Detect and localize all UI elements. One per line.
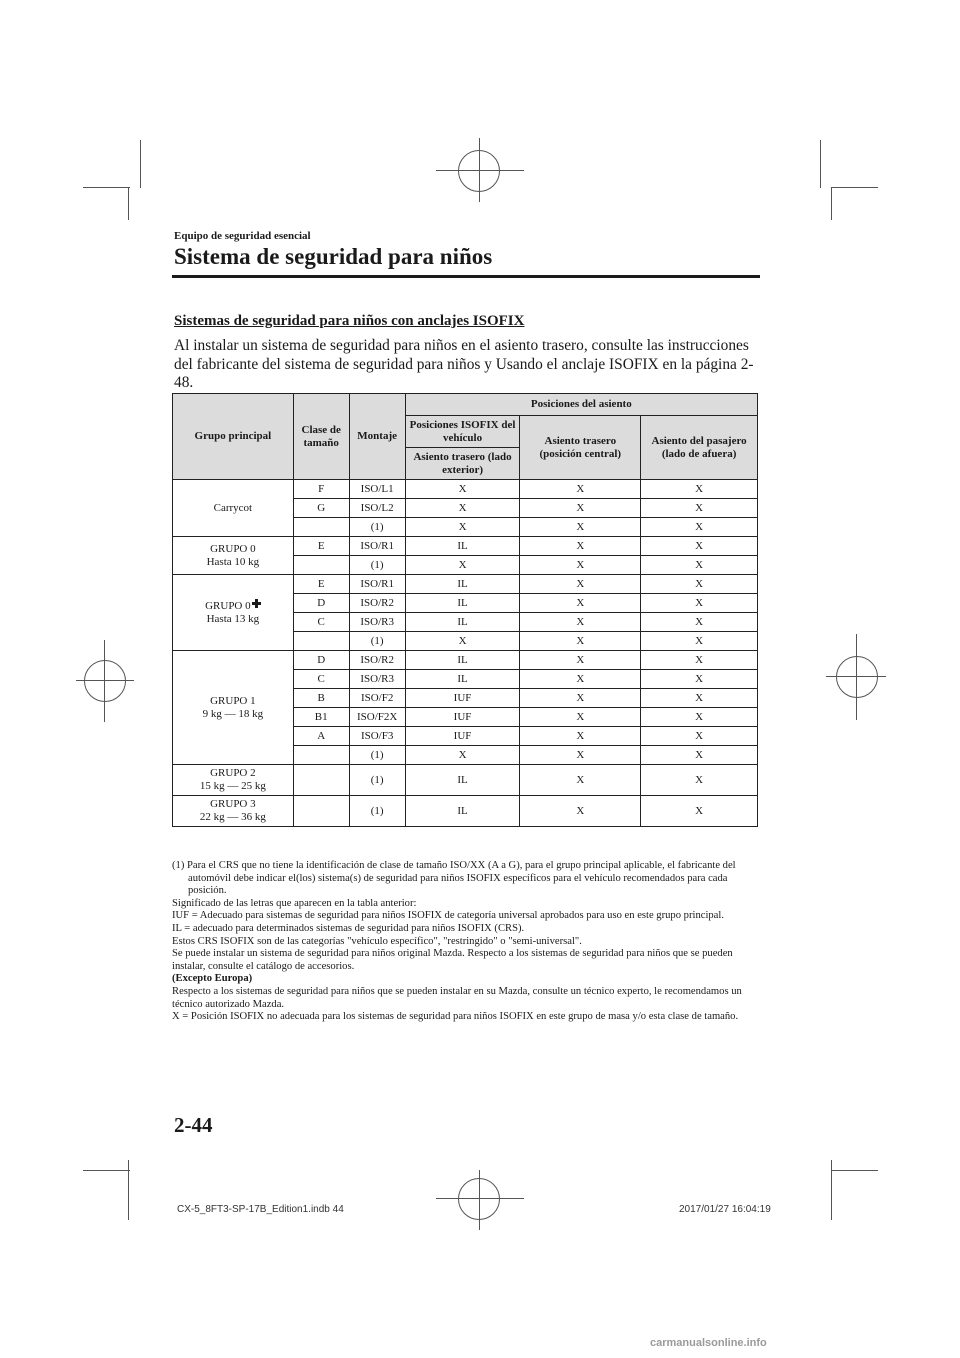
- rear-outer-cell: IL: [405, 575, 520, 594]
- rear-center-cell: X: [520, 575, 641, 594]
- rear-center-cell: X: [520, 689, 641, 708]
- crop-mark: [831, 187, 878, 188]
- table-row: [173, 796, 758, 827]
- chapter-title: Sistema de seguridad para niños: [174, 244, 493, 269]
- rear-outer-cell: X: [405, 632, 520, 651]
- passenger-cell: X: [641, 796, 758, 827]
- passenger-cell: X: [641, 746, 758, 765]
- group-cell: [173, 651, 294, 765]
- rear-outer-cell: X: [405, 518, 520, 537]
- rear-center-cell: X: [520, 727, 641, 746]
- rear-center-cell: X: [520, 746, 641, 765]
- footer-date: 2017/01/27 16:04:19: [679, 1204, 771, 1215]
- size-cell: B1: [293, 708, 349, 727]
- mount-cell: ISO/R1: [349, 537, 405, 556]
- group-name: Carrycot: [213, 501, 253, 514]
- passenger-cell: X: [641, 670, 758, 689]
- table-row: [173, 480, 758, 499]
- mount-cell: ISO/F2: [349, 689, 405, 708]
- passenger-cell: X: [641, 651, 758, 670]
- rear-center-cell: X: [520, 556, 641, 575]
- footer-file-name: CX-5_8FT3-SP-17B_Edition1.indb 44: [177, 1204, 344, 1215]
- size-cell: E: [293, 575, 349, 594]
- mount-cell: ISO/L1: [349, 480, 405, 499]
- crop-mark: [831, 1170, 878, 1171]
- crop-mark: [140, 140, 141, 188]
- group-cell: [173, 575, 294, 651]
- rear-outer-cell: X: [405, 556, 520, 575]
- mount-cell: ISO/R2: [349, 594, 405, 613]
- size-cell: [293, 632, 349, 651]
- plus-icon: [252, 599, 261, 608]
- rear-outer-cell: IL: [405, 594, 520, 613]
- mount-cell: (1): [349, 556, 405, 575]
- size-cell: [293, 518, 349, 537]
- passenger-cell: X: [641, 575, 758, 594]
- table-notes: [172, 860, 764, 1024]
- watermark: carmanualsonline.info: [650, 1337, 767, 1349]
- crop-mark: [831, 188, 832, 220]
- mount-cell: (1): [349, 518, 405, 537]
- rear-outer-cell: IL: [405, 537, 520, 556]
- rear-outer-cell: IL: [405, 670, 520, 689]
- rear-outer-cell: IUF: [405, 689, 520, 708]
- size-cell: E: [293, 537, 349, 556]
- rear-center-cell: X: [520, 765, 641, 796]
- legend-il-categories: Estos CRS ISOFIX son de las categorías "vehículo específico", "restringido" o "semi-universal".: [172, 935, 582, 947]
- title-rule: [172, 275, 760, 278]
- table-row: [173, 575, 758, 594]
- header-size-class: Clase de tamaño: [293, 394, 349, 480]
- rear-outer-cell: X: [405, 746, 520, 765]
- header-seat-positions: Posiciones del asiento: [405, 394, 757, 416]
- group-weight: 9 kg — 18 kg: [202, 707, 264, 720]
- size-cell: [293, 796, 349, 827]
- mount-cell: ISO/L2: [349, 499, 405, 518]
- mount-cell: ISO/R1: [349, 575, 405, 594]
- passenger-cell: X: [641, 613, 758, 632]
- size-cell: C: [293, 670, 349, 689]
- crop-mark: [820, 140, 821, 188]
- rear-center-cell: X: [520, 796, 641, 827]
- group-cell: [173, 537, 294, 575]
- rear-center-cell: X: [520, 480, 641, 499]
- mount-cell: ISO/R2: [349, 651, 405, 670]
- size-cell: [293, 765, 349, 796]
- rear-outer-cell: IL: [405, 613, 520, 632]
- mount-cell: ISO/R3: [349, 670, 405, 689]
- section-subheading: Sistemas de seguridad para niños con anclajes ISOFIX: [174, 313, 525, 329]
- header-group: Grupo principal: [173, 394, 294, 480]
- size-cell: [293, 746, 349, 765]
- legend-mazda-original: Se puede instalar un sistema de seguridad para niños original Mazda. Respecto a los sistemas de seguridad para niños que se pueden instalar, consulte el catálogo de accesorios.: [172, 948, 733, 972]
- header-isofix-positions: Posiciones ISOFIX del vehículo: [405, 416, 520, 448]
- mount-cell: ISO/R3: [349, 613, 405, 632]
- rear-outer-cell: IUF: [405, 727, 520, 746]
- group-cell: [173, 765, 294, 796]
- group-name: GRUPO 3: [210, 798, 256, 810]
- isofix-table: [172, 393, 758, 827]
- mount-cell: ISO/F3: [349, 727, 405, 746]
- crop-mark: [128, 1160, 129, 1220]
- rear-outer-cell: X: [405, 499, 520, 518]
- passenger-cell: X: [641, 480, 758, 499]
- crop-mark: [83, 1170, 130, 1171]
- crop-mark: [128, 188, 129, 220]
- header-rear-center: Asiento trasero (posición central): [520, 416, 641, 480]
- group-weight: Hasta 10 kg: [206, 555, 260, 568]
- size-cell: G: [293, 499, 349, 518]
- legend-iuf: IUF = Adecuado para sistemas de seguridad para niños ISOFIX de categoría universal aprobados para uso en este grupo principal.: [172, 910, 724, 922]
- rear-center-cell: X: [520, 613, 641, 632]
- group-weight: 15 kg — 25 kg: [199, 780, 266, 792]
- page-number: 2-44: [174, 1113, 213, 1137]
- size-cell: D: [293, 594, 349, 613]
- passenger-cell: X: [641, 727, 758, 746]
- rear-center-cell: X: [520, 670, 641, 689]
- passenger-cell: X: [641, 499, 758, 518]
- section-label: Equipo de seguridad esencial: [174, 230, 311, 242]
- group-cell: [173, 480, 294, 537]
- passenger-cell: X: [641, 556, 758, 575]
- except-europe-text: Respecto a los sistemas de seguridad para niños que se pueden instalar en su Mazda, consulte un técnico experto, le recomendamos un técnico autorizado Mazda.: [172, 985, 742, 1010]
- crop-mark: [83, 187, 130, 188]
- group-name: GRUPO 0: [210, 542, 256, 555]
- group-name: GRUPO 2: [210, 767, 256, 779]
- footnote-1: (1) Para el CRS que no tiene la identificación de clase de tamaño ISO/XX (A a G), para el grupo principal aplicable, el fabricante del automóvil debe indicar el(los) sistema(s) de seguridad para niños ISOFIX específicos para el vehículo recomendados para cada posición.: [172, 860, 736, 897]
- group-weight: 22 kg — 36 kg: [199, 811, 266, 823]
- group-cell: [173, 796, 294, 827]
- mount-cell: (1): [349, 765, 405, 796]
- table-row: [173, 537, 758, 556]
- passenger-cell: X: [641, 765, 758, 796]
- passenger-cell: X: [641, 594, 758, 613]
- table-row: [173, 765, 758, 796]
- rear-outer-cell: IL: [405, 651, 520, 670]
- rear-center-cell: X: [520, 651, 641, 670]
- rear-outer-cell: IUF: [405, 708, 520, 727]
- rear-center-cell: X: [520, 537, 641, 556]
- rear-center-cell: X: [520, 594, 641, 613]
- passenger-cell: X: [641, 537, 758, 556]
- header-passenger: Asiento del pasajero (lado de afuera): [641, 416, 758, 480]
- size-cell: D: [293, 651, 349, 670]
- passenger-cell: X: [641, 708, 758, 727]
- rear-outer-cell: IL: [405, 765, 520, 796]
- rear-center-cell: X: [520, 708, 641, 727]
- except-europe-heading: (Excepto Europa): [172, 973, 253, 985]
- group-weight: Hasta 13 kg: [206, 612, 260, 625]
- size-cell: F: [293, 480, 349, 499]
- size-cell: C: [293, 613, 349, 632]
- group-name: GRUPO 1: [210, 694, 256, 707]
- size-cell: A: [293, 727, 349, 746]
- passenger-cell: X: [641, 518, 758, 537]
- size-cell: B: [293, 689, 349, 708]
- rear-outer-cell: IL: [405, 796, 520, 827]
- legend-x: X = Posición ISOFIX no adecuada para los sistemas de seguridad para niños ISOFIX en este grupo de masa y/o esta clase de tamaño.: [172, 1011, 739, 1023]
- mount-cell: (1): [349, 796, 405, 827]
- rear-center-cell: X: [520, 632, 641, 651]
- legend-intro: Significado de las letras que aparecen en la tabla anterior:: [172, 897, 417, 909]
- table-row: [173, 651, 758, 670]
- rear-center-cell: X: [520, 518, 641, 537]
- mount-cell: ISO/F2X: [349, 708, 405, 727]
- intro-paragraph: Al instalar un sistema de seguridad para niños en el asiento trasero, consulte las instrucciones del fabricante del sistema de seguridad para niños y Usando el anclaje ISOFIX en la página 2-48.: [174, 337, 754, 391]
- passenger-cell: X: [641, 689, 758, 708]
- header-mounting: Montaje: [349, 394, 405, 480]
- rear-outer-cell: X: [405, 480, 520, 499]
- size-cell: [293, 556, 349, 575]
- mount-cell: (1): [349, 632, 405, 651]
- legend-il: IL = adecuado para determinados sistemas de seguridad para niños ISOFIX (CRS).: [172, 922, 525, 934]
- header-rear-outer: Asiento trasero (lado exterior): [405, 448, 520, 480]
- crop-mark: [831, 1160, 832, 1220]
- group-name: GRUPO 0: [205, 599, 251, 612]
- rear-center-cell: X: [520, 499, 641, 518]
- passenger-cell: X: [641, 632, 758, 651]
- mount-cell: (1): [349, 746, 405, 765]
